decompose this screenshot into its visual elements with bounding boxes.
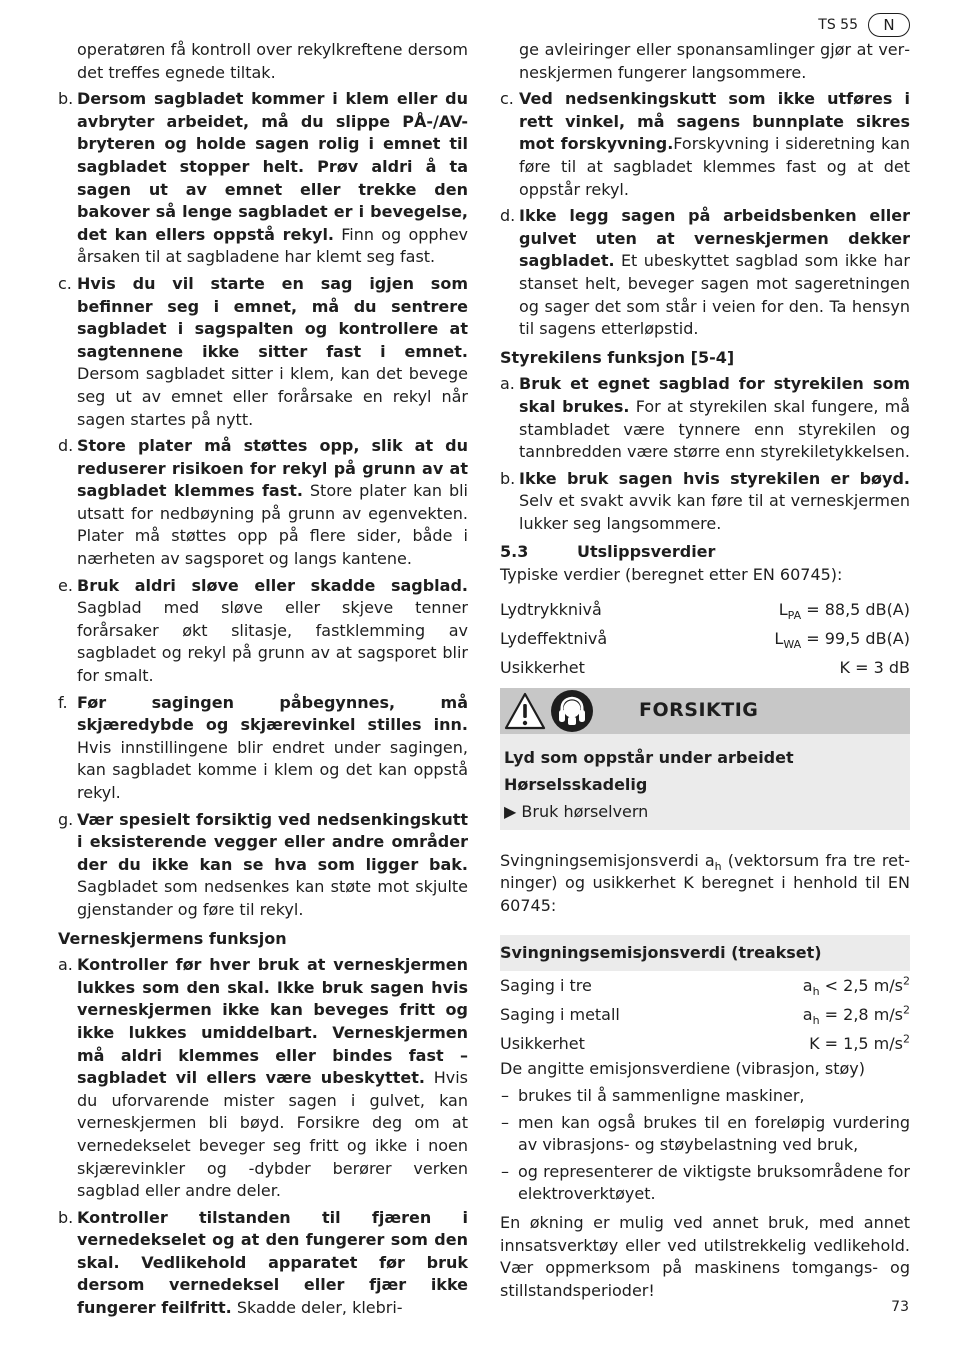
item-bold: Ved nedsenkingskutt som ikke utføres i rett vinkel, må sagens bunnplate sikres mot forskyvning. [519, 89, 910, 154]
item-text: Forskyvning i sideretning kan føre til at sagbladet klemmes fast og at det oppstår rekyl. [519, 134, 911, 199]
closing-text: En økning er mulig ved annet bruk, med annet innsatsverktøy eller ved utilstrekkelig vedlikehold. Vær oppmerksom på maskinens tomgangs- og stillstandsperioder! [500, 1213, 910, 1300]
noise-label: Lydtrykknivå [500, 599, 602, 619]
intro-text: operatøren få kontroll over rekylkreftene dersom det treffes egnede tiltak. [77, 40, 468, 82]
noise-value: $L_{PA} = 88,5$ dB(A) [778, 599, 910, 622]
item-label: c. [58, 273, 72, 293]
model-name: TS 55 [818, 16, 858, 33]
item-bold: Bruk aldri sløve eller skadde sagblad. [77, 575, 468, 595]
ear-protection-icon [550, 689, 594, 733]
list-item [58, 692, 468, 805]
item-bold: Kontroller før hver bruk at verneskjermen lukkes som den skal. Ikke bruk sagen hvis verneskjermen ikke kan beveges fritt og ikke lukkes umiddelbart. Verneskjermen må aldri klemmes eller bindes fast – sagbladet vil ellers være ubeskyttet. [77, 955, 468, 1088]
item-label: b. [500, 468, 516, 488]
left-column [58, 39, 468, 1320]
list-item [500, 205, 910, 341]
item-label: f. [58, 692, 68, 712]
item-label: a. [500, 374, 515, 394]
item-bold: Bruk et egnet sagblad for styrekilen som skal brukes. [519, 374, 910, 416]
item-text: Selv et svakt avvik kan føre til at verneskjermen lukker seg langsommere. [519, 491, 910, 533]
caution-body [500, 734, 910, 830]
section-number: 5.3 [500, 542, 529, 562]
item-label: d. [58, 436, 74, 456]
noise-row [500, 624, 910, 653]
item-text: Store plater kan bli utsatt for nedbøyning på grunn av egenvekten. Plater må støttes opp på flere sider, både i nærheten av sagsporet og langs kantene. [77, 481, 468, 569]
list-item [58, 435, 468, 571]
item-text: For at styrekilen skal fungere, må stambladet være tynnere enn styrekilen og tannbredden være større enn styrekiletykkelsen. [519, 396, 910, 462]
page-header [818, 13, 910, 37]
item-text: Dersom sagbladet sitter i klem, kan det bevege seg ut av emnet eller forårsake en rekyl når sagen startes på nytt. [77, 364, 468, 429]
caution-line: Lyd som oppstår under arbeidet [504, 747, 794, 767]
language-badge: N [868, 13, 910, 37]
item-bold: Vær spesielt forsiktig ved nedsenkingskutt i eksisterende vegger eller andre områder der du ikke kan se hva som ligger bak. [77, 809, 468, 874]
item-bold: Hvis du vil starte en sag igjen som befinner seg i emnet, må du sentrere sagbladet i sagspalten og kontrollere at sagtennene ikke sitter fast i emnet. [77, 273, 468, 361]
caution-line: Hørselsskadelig [504, 774, 648, 794]
vibration-row [500, 1000, 910, 1029]
item-bold: Før sagingen påbegynnes, må skjæredybde og skjærevinkel stilles inn. [77, 692, 468, 735]
noise-value: K = 3 dB [839, 657, 910, 677]
arrow-right-icon: ▶ [504, 801, 522, 821]
list-item [58, 273, 468, 431]
item-label: d. [500, 206, 516, 226]
caution-title: FORSIKTIG [639, 699, 759, 722]
vibration-label: Saging i metall [500, 1005, 620, 1025]
noise-label: Lydeffektnivå [500, 628, 608, 648]
vibration-label: Saging i tre [500, 976, 592, 996]
item-text: Finn og opphev årsaken til at sagbladene har klemt seg fast. [77, 224, 469, 267]
vibration-row [500, 971, 910, 1000]
item-bold: Store plater må støttes opp, slik at du reduserer risikoen for rekyl på grunn av at sagbladet klemmes fast. [77, 436, 468, 501]
caution-header [500, 688, 910, 734]
vibration-intro: Svingningsemisjonsverdi $a_h$ (vektorsum fra tre retninger) og usikkerhet K beregnet i henhold til EN 60745: [500, 850, 910, 915]
guard-heading: Verneskjermens funksjon [58, 928, 287, 948]
vibration-value: $a_h = 2,8$ $m/s^2$ [802, 1004, 910, 1028]
item-text: Et ubeskyttet sagblad som ikke har stanset helt, beveger sagen mot sageretningen og sager det som står i veien for den. Ta hensyn til sagens etterløpstid. [519, 251, 910, 339]
caution-icons [504, 689, 639, 733]
item-label: e. [58, 575, 73, 595]
item-label: c. [500, 89, 514, 109]
item-label: b. [58, 89, 74, 109]
item-text: Sagblad med sløve eller skjeve tenner forårsaker økt slitasje, fastklemming av sagbladet og rekyl på grunn av at sagsporet blir for smalt. [77, 598, 468, 686]
typical-values-text: Typiske verdier (beregnet etter EN 60745): [500, 565, 843, 585]
item-text: Hvis du uforvarende mister sagen i gulvet, kan verneskjermen bli bøyd. Forsikre deg om at vernedekselet beveger seg fritt og ikke i noen skjærevinkler og -dybder berører verken sagblad eller andre deler. [77, 1068, 468, 1201]
list-item: – og representerer de viktigste bruksområdene for elektroverktøyet. [501, 1161, 910, 1204]
caution-action: ▶ Bruk hørselvern [504, 801, 649, 821]
vibration-row [500, 1029, 910, 1058]
list-item: – brukes til å sammenligne maskiner, [501, 1086, 805, 1106]
warning-triangle-icon [504, 692, 546, 730]
vibration-value: K = 1,5 $m/s^2$ [809, 1033, 910, 1054]
vibration-label: Usikkerhet [500, 1034, 585, 1054]
item-label: a. [58, 955, 73, 975]
list-item [58, 88, 468, 269]
riving-knife-heading: Styrekilens funksjon [5-4] [500, 347, 735, 367]
list-item [58, 1207, 468, 1320]
noise-row [500, 653, 910, 682]
item-bold: Ikke bruk sagen hvis styrekilen er bøyd. [519, 468, 910, 488]
item-bold: Kontroller tilstanden til fjæren i vernedekselet og at den fungerer som den skal. Vedlikehold apparatet før bruk dersom vernedeksel eller fjær ikke fungerer feilfritt. [77, 1207, 468, 1318]
vibration-value: $a_h < 2,5$ $m/s^2$ [802, 975, 910, 999]
list-item [500, 88, 910, 201]
list-item [58, 809, 468, 922]
page-number: 73 [891, 1299, 909, 1316]
continued-text: ge avleiringer eller sponansamlinger gjør at verneskjermen fungerer langsommere. [519, 40, 910, 82]
list-item [500, 373, 910, 463]
item-label: b. [58, 1207, 74, 1227]
item-bold: Dersom sagbladet kommer i klem eller du avbryter arbeidet, må du slippe PÅ-/AV-bryteren og holde sagen rolig i emnet til sagbladet stopper helt. Prøv aldri å ta sagen ut av emnet eller trekke den bakover så lenge sagbladet er i bevegelse, det kan ellers oppstå rekyl. [77, 89, 468, 244]
item-text: Sagbladet som nedsenkes kan støte mot skjulte gjenstander og føre til rekyl. [77, 877, 468, 919]
section-title: Utslippsverdier [577, 542, 716, 562]
noise-value: $L_{WA} = 99,5$ dB(A) [774, 628, 910, 651]
item-label: g. [58, 809, 74, 829]
noise-label: Usikkerhet [500, 657, 585, 677]
list-item: – men kan også brukes til en foreløpig vurdering av vibrasjons- og støybelastning ved bruk, [501, 1112, 910, 1155]
vibration-table-heading: Svingningsemisjonsverdi (treakset) [500, 935, 910, 971]
item-bold: Ikke legg sagen på arbeidsbenken eller gulvet uten at verneskjermen dekker sagbladet. [519, 206, 910, 271]
list-item [500, 468, 910, 536]
item-text: Skadde deler, klebri- [231, 1298, 403, 1318]
item-text: Hvis innstillingene blir endret under sagingen, kan sagbladet komme i klem og det kan oppstå rekyl. [77, 737, 468, 802]
list-item [58, 954, 468, 1203]
stated-values-text: De angitte emisjonsverdiene (vibrasjon, støy) [500, 1059, 866, 1079]
caution-box [500, 688, 910, 830]
section-heading [500, 541, 910, 564]
right-column [500, 39, 910, 1302]
list-item [58, 575, 468, 688]
noise-row [500, 595, 910, 624]
